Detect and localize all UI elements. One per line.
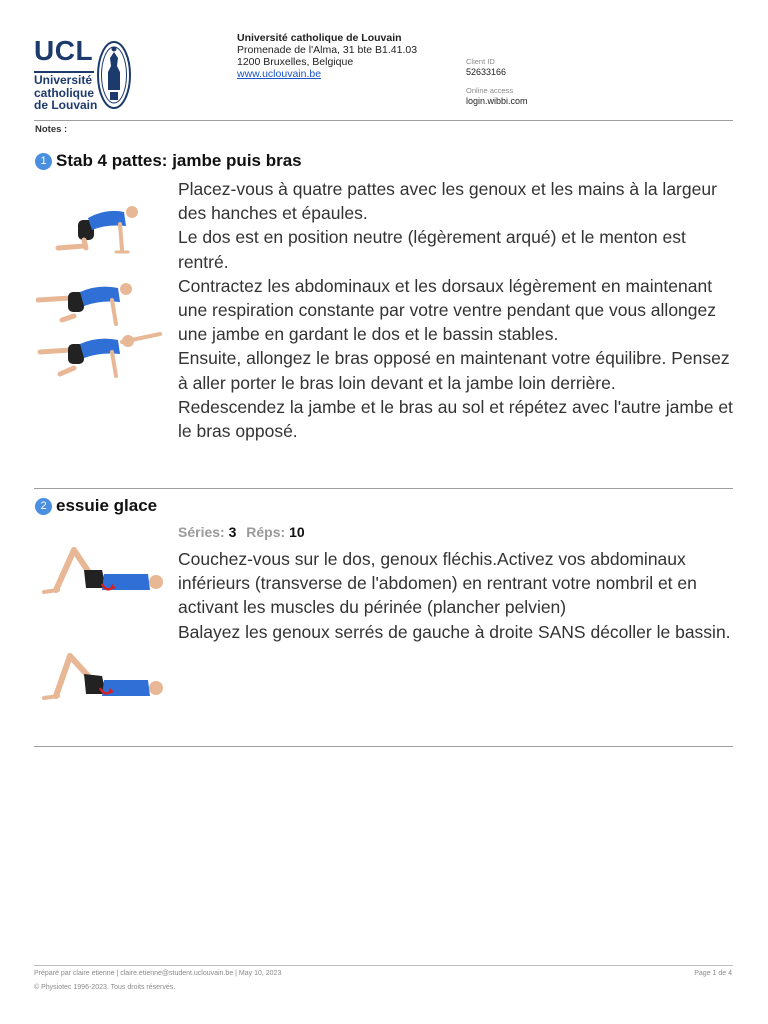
address-line-2: 1200 Bruxelles, Belgique <box>237 56 354 68</box>
notes-label: Notes : <box>35 124 68 135</box>
exercise-name: essuie glace <box>56 496 158 515</box>
logo-university-name <box>34 74 97 112</box>
online-access-label: Online access <box>466 86 514 95</box>
exercise-divider <box>34 746 733 747</box>
document-header <box>34 30 734 120</box>
page-number: Page 1 de 4 <box>694 970 732 977</box>
reps-label: Réps: <box>246 524 286 540</box>
supine-knee-sweep-illustration-1 <box>40 540 170 602</box>
instruction-paragraph: Placez-vous à quatre pattes avec les genoux et les mains à la largeur des hanches et épaules. <box>178 179 717 224</box>
exercise-2-instructions <box>178 547 734 644</box>
client-id-value: 52633166 <box>466 67 507 77</box>
organization-name: Université catholique de Louvain <box>237 32 402 44</box>
instruction-paragraph: Redescendez la jambe et le bras au sol et répétez avec l'autre jambe et le bras opposé. <box>178 396 733 442</box>
bird-dog-illustration <box>36 330 164 382</box>
footer-divider <box>34 965 733 966</box>
logo-name-line: de Louvain <box>34 98 98 112</box>
online-access-value: login.wibbi.com <box>466 96 528 106</box>
client-info <box>466 56 528 114</box>
header-divider <box>34 120 733 121</box>
instruction-paragraph: Balayez les genoux serrés de gauche à droite SANS décoller le bassin. <box>178 621 731 642</box>
exercise-2-title <box>35 496 157 516</box>
instruction-paragraph: Contractez les abdominaux et les dorsaux légèrement en maintenant une respiration constante par votre ventre pendant que vous allongez une jambe en gardant le dos et le bassin stables. <box>178 275 716 345</box>
logo-name-line: catholique <box>34 85 95 100</box>
exercise-1-instructions <box>178 177 734 443</box>
exercise-1-title <box>35 151 302 171</box>
exercise-name: Stab 4 pattes: jambe puis bras <box>56 151 302 170</box>
reps-value: 10 <box>289 524 305 540</box>
organization-info <box>237 32 417 80</box>
client-id-label: Client ID <box>466 57 495 66</box>
supine-knee-sweep-illustration-2 <box>40 646 170 708</box>
series-value: 3 <box>228 524 237 540</box>
series-label: Séries: <box>178 524 225 540</box>
footer-copyright: © Physiotec 1996-2023. Tous droits réservés. <box>34 984 176 991</box>
exercise-divider <box>34 488 733 489</box>
instruction-paragraph: Le dos est en position neutre (légèrement arqué) et le menton est rentré. <box>178 227 686 272</box>
exercise-2-parameters <box>178 524 311 540</box>
exercise-number-badge: 1 <box>35 153 52 170</box>
website-link[interactable]: www.uclouvain.be <box>237 68 322 80</box>
address-line-1: Promenade de l'Alma, 31 bte B1.41.03 <box>237 44 418 56</box>
ucl-logo <box>34 34 134 116</box>
seal-icon <box>96 38 132 112</box>
logo-name-line: Université <box>34 73 93 87</box>
instruction-paragraph: Couchez-vous sur le dos, genoux fléchis.Activez vos abdominaux inférieurs (transverse de l'abdomen) en rentrant votre nombril et en activant les muscles du périnée (plancher pelvien) <box>178 549 697 618</box>
footer-prepared-by: Préparé par claire etienne | claire.etienne@student.uclouvain.be | May 10, 2023 <box>34 970 282 977</box>
quadruped-figure-illustration <box>54 198 144 256</box>
exercise-number-badge: 2 <box>35 498 52 515</box>
leg-extension-illustration <box>36 280 136 330</box>
instruction-paragraph: Ensuite, allongez le bras opposé en maintenant votre équilibre. Pensez à aller porter le bras loin devant et la jambe loin derrière. <box>178 348 730 393</box>
logo-acronym: UCL <box>34 35 94 66</box>
